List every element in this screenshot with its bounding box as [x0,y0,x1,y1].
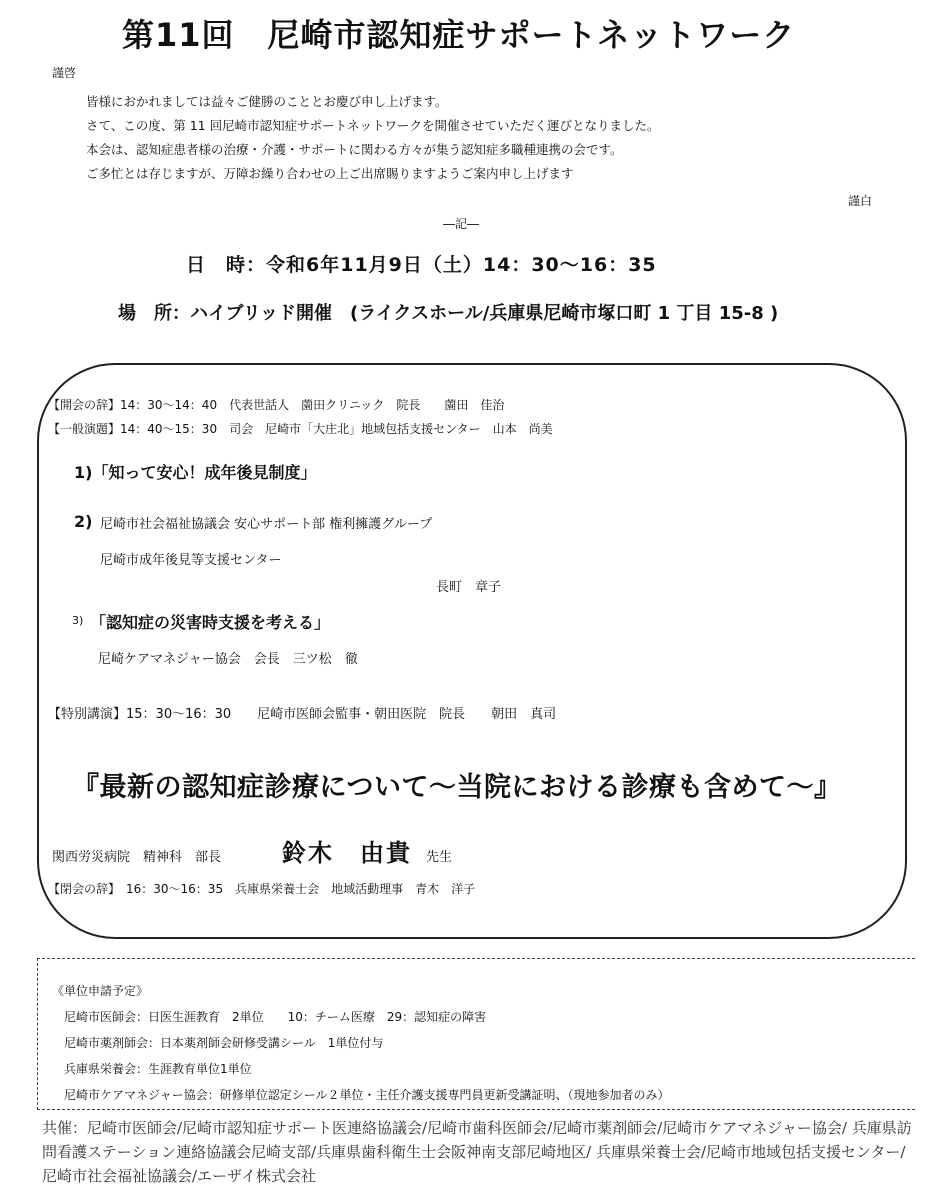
letter-line: さて、この度、第 11 回尼崎市認知症サポートネットワークを開催させていただく運びとなりました。 [86,118,660,133]
credit-item: 尼崎市医師会：日医生涯教育 2単位 10：チーム医療 29：認知症の障害 [64,1010,487,1024]
speaker-affiliation: 関西労災病院 精神科 部長 [52,850,222,865]
opening-remarks: 【開会の辞】14：30～14：40 代表世話人 薗田クリニック 院長 薗田 佳治 [48,398,505,412]
special-lecture-info: 【特別講演】15：30～16：30 尼崎市医師会監事・朝田医院 院長 朝田 真司 [48,707,557,722]
letter-line: 皆様におかれましては益々ご健勝のこととお慶び申し上げます。 [86,94,448,109]
salutation: 謹啓 [52,66,77,80]
talk-3-speaker: 尼崎ケアマネジャー協会 会長 三ツ松 徹 [98,652,358,667]
closing-word: 謹白 [848,194,873,208]
event-place: 場 所：ハイブリッド開催 (ライクスホール/兵庫県尼崎市塚口町 1 丁目 15-8 ) [118,303,779,324]
speaker-suffix: 先生 [426,850,453,865]
talk-3-title: 「認知症の災害時支援を考える」 [90,613,331,632]
talk-3-number: 3) [72,614,84,627]
credit-item: 兵庫県栄養会：生涯教育単位1単位 [64,1062,252,1076]
event-date: 日 時：令和6年11月9日（土）14：30～16：35 [186,254,657,276]
credit-item: 尼崎市ケアマネジャー協会：研修単位認定シール２単位・主任介護支援専門員更新受講証明、（現地参加者のみ） [64,1088,670,1102]
closing-remarks: 【閉会の辞】 16：30～16：35 兵庫県栄養士会 地域活動理事 青木 洋子 [48,882,476,896]
speaker-name: 鈴木 由貴 [282,839,412,867]
page-title: 第11回 尼崎市認知症サポートネットワーク [122,16,796,54]
talk-2-speaker: 長町 章子 [436,580,502,595]
ki-marker: ―記― [443,217,480,231]
general-session: 【一般演題】14：40～15：30 司会 尼崎市「大庄北」地域包括支援センター 山本 尚美 [48,422,553,436]
talk-2-organization-2: 尼崎市成年後見等支援センター [100,553,282,568]
credit-item: 尼崎市薬剤師会：日本薬剤師会研修受講シール 1単位付与 [64,1036,384,1050]
lecture-title: 『最新の認知症診療について～当院における診療も含めて～』 [72,772,842,803]
letter-line: ご多忙とは存じますが、万障お繰り合わせの上ご出席賜りますようご案内申し上げます [86,166,574,181]
talk-2-number: 2) [74,512,93,531]
letter-line: 本会は、認知症患者様の治療・介護・サポートに関わる方々が集う認知症多職種連携の会です。 [86,142,623,157]
talk-1-title: 1)「知って安心！成年後見制度」 [74,463,317,482]
cosponsor-list: 共催：尼崎市医師会/尼崎市認知症サポート医連絡協議会/尼崎市歯科医師会/尼崎市薬剤師会/尼崎市ケアマネジャー協会/ 兵庫県訪問看護ステーション連絡協議会尼崎支部/兵庫県歯科衛生士会阪神南支部尼崎地区/ 兵庫県栄養士会/尼崎市地域包括支援センター/尼崎市社会福祉協議会/エーザイ株式会社 [42,1119,912,1185]
credits-header: 《単位申請予定》 [52,984,149,998]
talk-2-organization: 尼崎市社会福祉協議会 安心サポート部 権利擁護グループ [100,517,433,532]
